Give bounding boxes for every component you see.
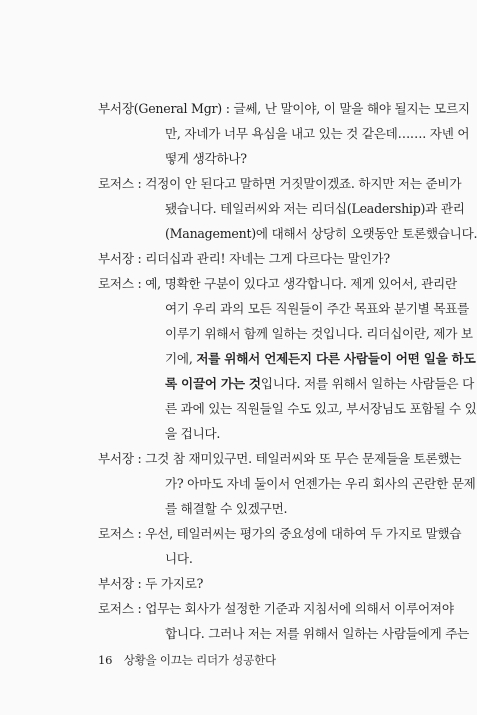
dialogue-line: 을 겁니다. — [165, 426, 221, 441]
dialogue-first-line — [0, 521, 462, 546]
dialogue-line: 글쎄, 난 말이야, 이 말을 해야 될지는 모르지 — [233, 101, 470, 116]
dialogue-block — [0, 96, 477, 646]
emphasis-text: 록 이끌어 가는 것 — [165, 376, 261, 391]
speaker-label: 부서장 : — [98, 451, 142, 466]
running-title: 상황을 이끄는 리더가 성공한다 — [123, 653, 276, 667]
speaker-label: 로저스 : — [98, 601, 142, 616]
dialogue-first-line — [0, 596, 454, 621]
dialogue-line: 리더십과 관리! 자네는 그게 다르다는 말인가? — [145, 251, 390, 266]
dialogue-line — [0, 371, 474, 396]
dialogue-turn — [0, 571, 450, 596]
page-number: 16 — [98, 653, 113, 667]
dialogue-line: 떻게 생각하나? — [165, 151, 247, 166]
dialogue-line: 만, 자네가 너무 욕심을 내고 있는 것 같은데……. 자넨 어 — [165, 126, 470, 141]
dialogue-turn — [0, 446, 476, 521]
dialogue-turn — [0, 271, 477, 446]
dialogue-line: 여기 우리 과의 모든 직원들이 주간 목표와 분기별 목표를 — [165, 301, 470, 316]
dialogue-line: 른 과에 있는 직원들일 수도 있고, 부서장님도 포함될 수 있 — [165, 401, 477, 416]
dialogue-line: 예, 명확한 구분이 있다고 생각합니다. 제게 있어서, 관리란 — [145, 276, 457, 291]
dialogue-line: 두 가지로? — [145, 576, 204, 591]
speaker-label: 로저스 : — [98, 276, 142, 291]
dialogue-turn — [0, 171, 477, 246]
speaker-label: 부서장 : — [98, 576, 142, 591]
dialogue-first-line — [0, 571, 450, 596]
dialogue-line: (Management)에 대해서 상당히 오랫동안 토론했습니다. — [165, 226, 477, 241]
dialogue-line: 합니다. 그러나 저는 저를 위해서 일하는 사람들에게 주는 — [165, 626, 470, 641]
dialogue-first-line — [0, 171, 462, 196]
speaker-label: 부서장(General Mgr) : — [98, 101, 230, 116]
dialogue-first-line — [0, 246, 450, 271]
dialogue-line: 가? 아마도 자네 둘이서 언젠가는 우리 회사의 곤란한 문제 — [165, 476, 476, 491]
dialogue-first-line — [0, 271, 457, 296]
speaker-label: 로저스 : — [98, 176, 142, 191]
dialogue-line: 업무는 회사가 설정한 기준과 지침서에 의해서 이루어져야 — [145, 601, 454, 616]
dialogue-line: 우선, 테일러씨는 평가의 중요성에 대하여 두 가지로 말했습 — [145, 526, 462, 541]
dialogue-turn — [0, 521, 462, 571]
dialogue-first-line — [0, 96, 470, 121]
dialogue-line: 그것 참 재미있구먼. 테일러씨와 또 무슨 문제들을 토론했는 — [145, 451, 462, 466]
dialogue-line: 걱정이 안 된다고 말하면 거짓말이겠죠. 하지만 저는 준비가 — [145, 176, 462, 191]
dialogue-line: 를 해결할 수 있겠구먼. — [165, 501, 288, 516]
page-footer — [98, 652, 276, 668]
dialogue-line: 이루기 위해서 함께 일하는 것입니다. 리더십이란, 제가 보 — [165, 326, 473, 341]
speaker-label: 부서장 : — [98, 251, 142, 266]
dialogue-line: 됐습니다. 테일러씨와 저는 리더십(Leadership)과 관리 — [165, 201, 465, 216]
dialogue-line: 니다. — [165, 551, 193, 566]
dialogue-turn — [0, 596, 470, 646]
dialogue-turn — [0, 246, 450, 271]
speaker-label: 로저스 : — [98, 526, 142, 541]
dialogue-line — [0, 346, 476, 371]
dialogue-text: 입니다. 저를 위해서 일하는 사람들은 다 — [260, 376, 474, 391]
dialogue-text: 기에, — [165, 351, 197, 366]
dialogue-turn — [0, 96, 470, 171]
emphasis-text: 저를 위해서 언제든지 다른 사람들이 어떤 일을 하도 — [196, 351, 476, 366]
dialogue-first-line — [0, 446, 462, 471]
